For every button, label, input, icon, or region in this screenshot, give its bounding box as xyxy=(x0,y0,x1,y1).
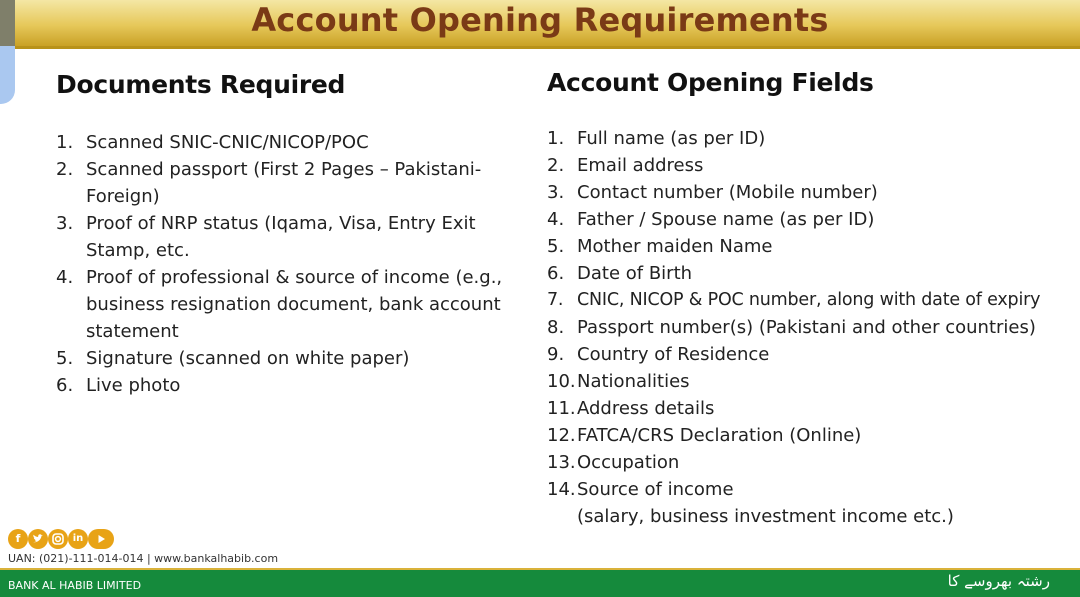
list-item: 8. Passport number(s) (Pakistani and other countries) xyxy=(547,317,1036,338)
fields-list xyxy=(547,125,1072,530)
left-accent-dark xyxy=(0,0,15,46)
list-item-subtext: (salary, business investment income etc.) xyxy=(577,506,954,527)
list-item: 12. FATCA/CRS Declaration (Online) xyxy=(547,425,862,446)
list-item: 1. Scanned SNIC-CNIC/NICOP/POC xyxy=(56,132,369,153)
list-item: 2. Email address xyxy=(547,155,704,176)
contact-line: UAN: (021)-111-014-014 | www.bankalhabib.com xyxy=(8,552,279,565)
fields-heading: Account Opening Fields xyxy=(547,68,874,97)
facebook-icon[interactable]: f xyxy=(8,529,28,549)
urdu-tagline: رشتہ بھروسے کا xyxy=(947,572,1050,590)
list-item: 14. Source of income (salary, business investment income etc.) xyxy=(547,476,1072,530)
twitter-icon[interactable] xyxy=(28,529,48,549)
list-item: 4. Father / Spouse name (as per ID) xyxy=(547,209,875,230)
list-item: 5. Mother maiden Name xyxy=(547,236,773,257)
documents-heading: Documents Required xyxy=(56,70,346,99)
page-title: Account Opening Requirements xyxy=(251,1,829,39)
list-item: 7. CNIC, NICOP & POC number, along with date of expiry xyxy=(547,290,1041,310)
list-item: 6. Live photo xyxy=(56,375,181,396)
list-item: 10. Nationalities xyxy=(547,371,690,392)
list-item: 6. Date of Birth xyxy=(547,263,693,284)
documents-list xyxy=(56,129,526,399)
left-accent-tab xyxy=(0,0,15,104)
list-item: 3. Proof of NRP status (Iqama, Visa, Entry Exit Stamp, etc. xyxy=(56,213,476,261)
list-item: 1. Full name (as per ID) xyxy=(547,128,766,149)
list-item: 3. Contact number (Mobile number) xyxy=(547,182,878,203)
title-banner xyxy=(0,0,1080,49)
youtube-icon[interactable] xyxy=(88,529,114,549)
list-item: 4. Proof of professional & source of income (e.g., business resignation document, bank account statement xyxy=(56,267,503,342)
list-item: 9. Country of Residence xyxy=(547,344,770,365)
list-item: 5. Signature (scanned on white paper) xyxy=(56,348,410,369)
instagram-icon[interactable] xyxy=(48,529,68,549)
bank-name: BANK AL HABIB LIMITED xyxy=(8,579,142,592)
linkedin-icon[interactable]: in xyxy=(68,529,88,549)
list-item: 11. Address details xyxy=(547,398,715,419)
list-item: 2. Scanned passport (First 2 Pages – Pakistani-Foreign) xyxy=(56,159,482,207)
list-item: 13. Occupation xyxy=(547,452,680,473)
footer-bar xyxy=(0,568,1080,597)
